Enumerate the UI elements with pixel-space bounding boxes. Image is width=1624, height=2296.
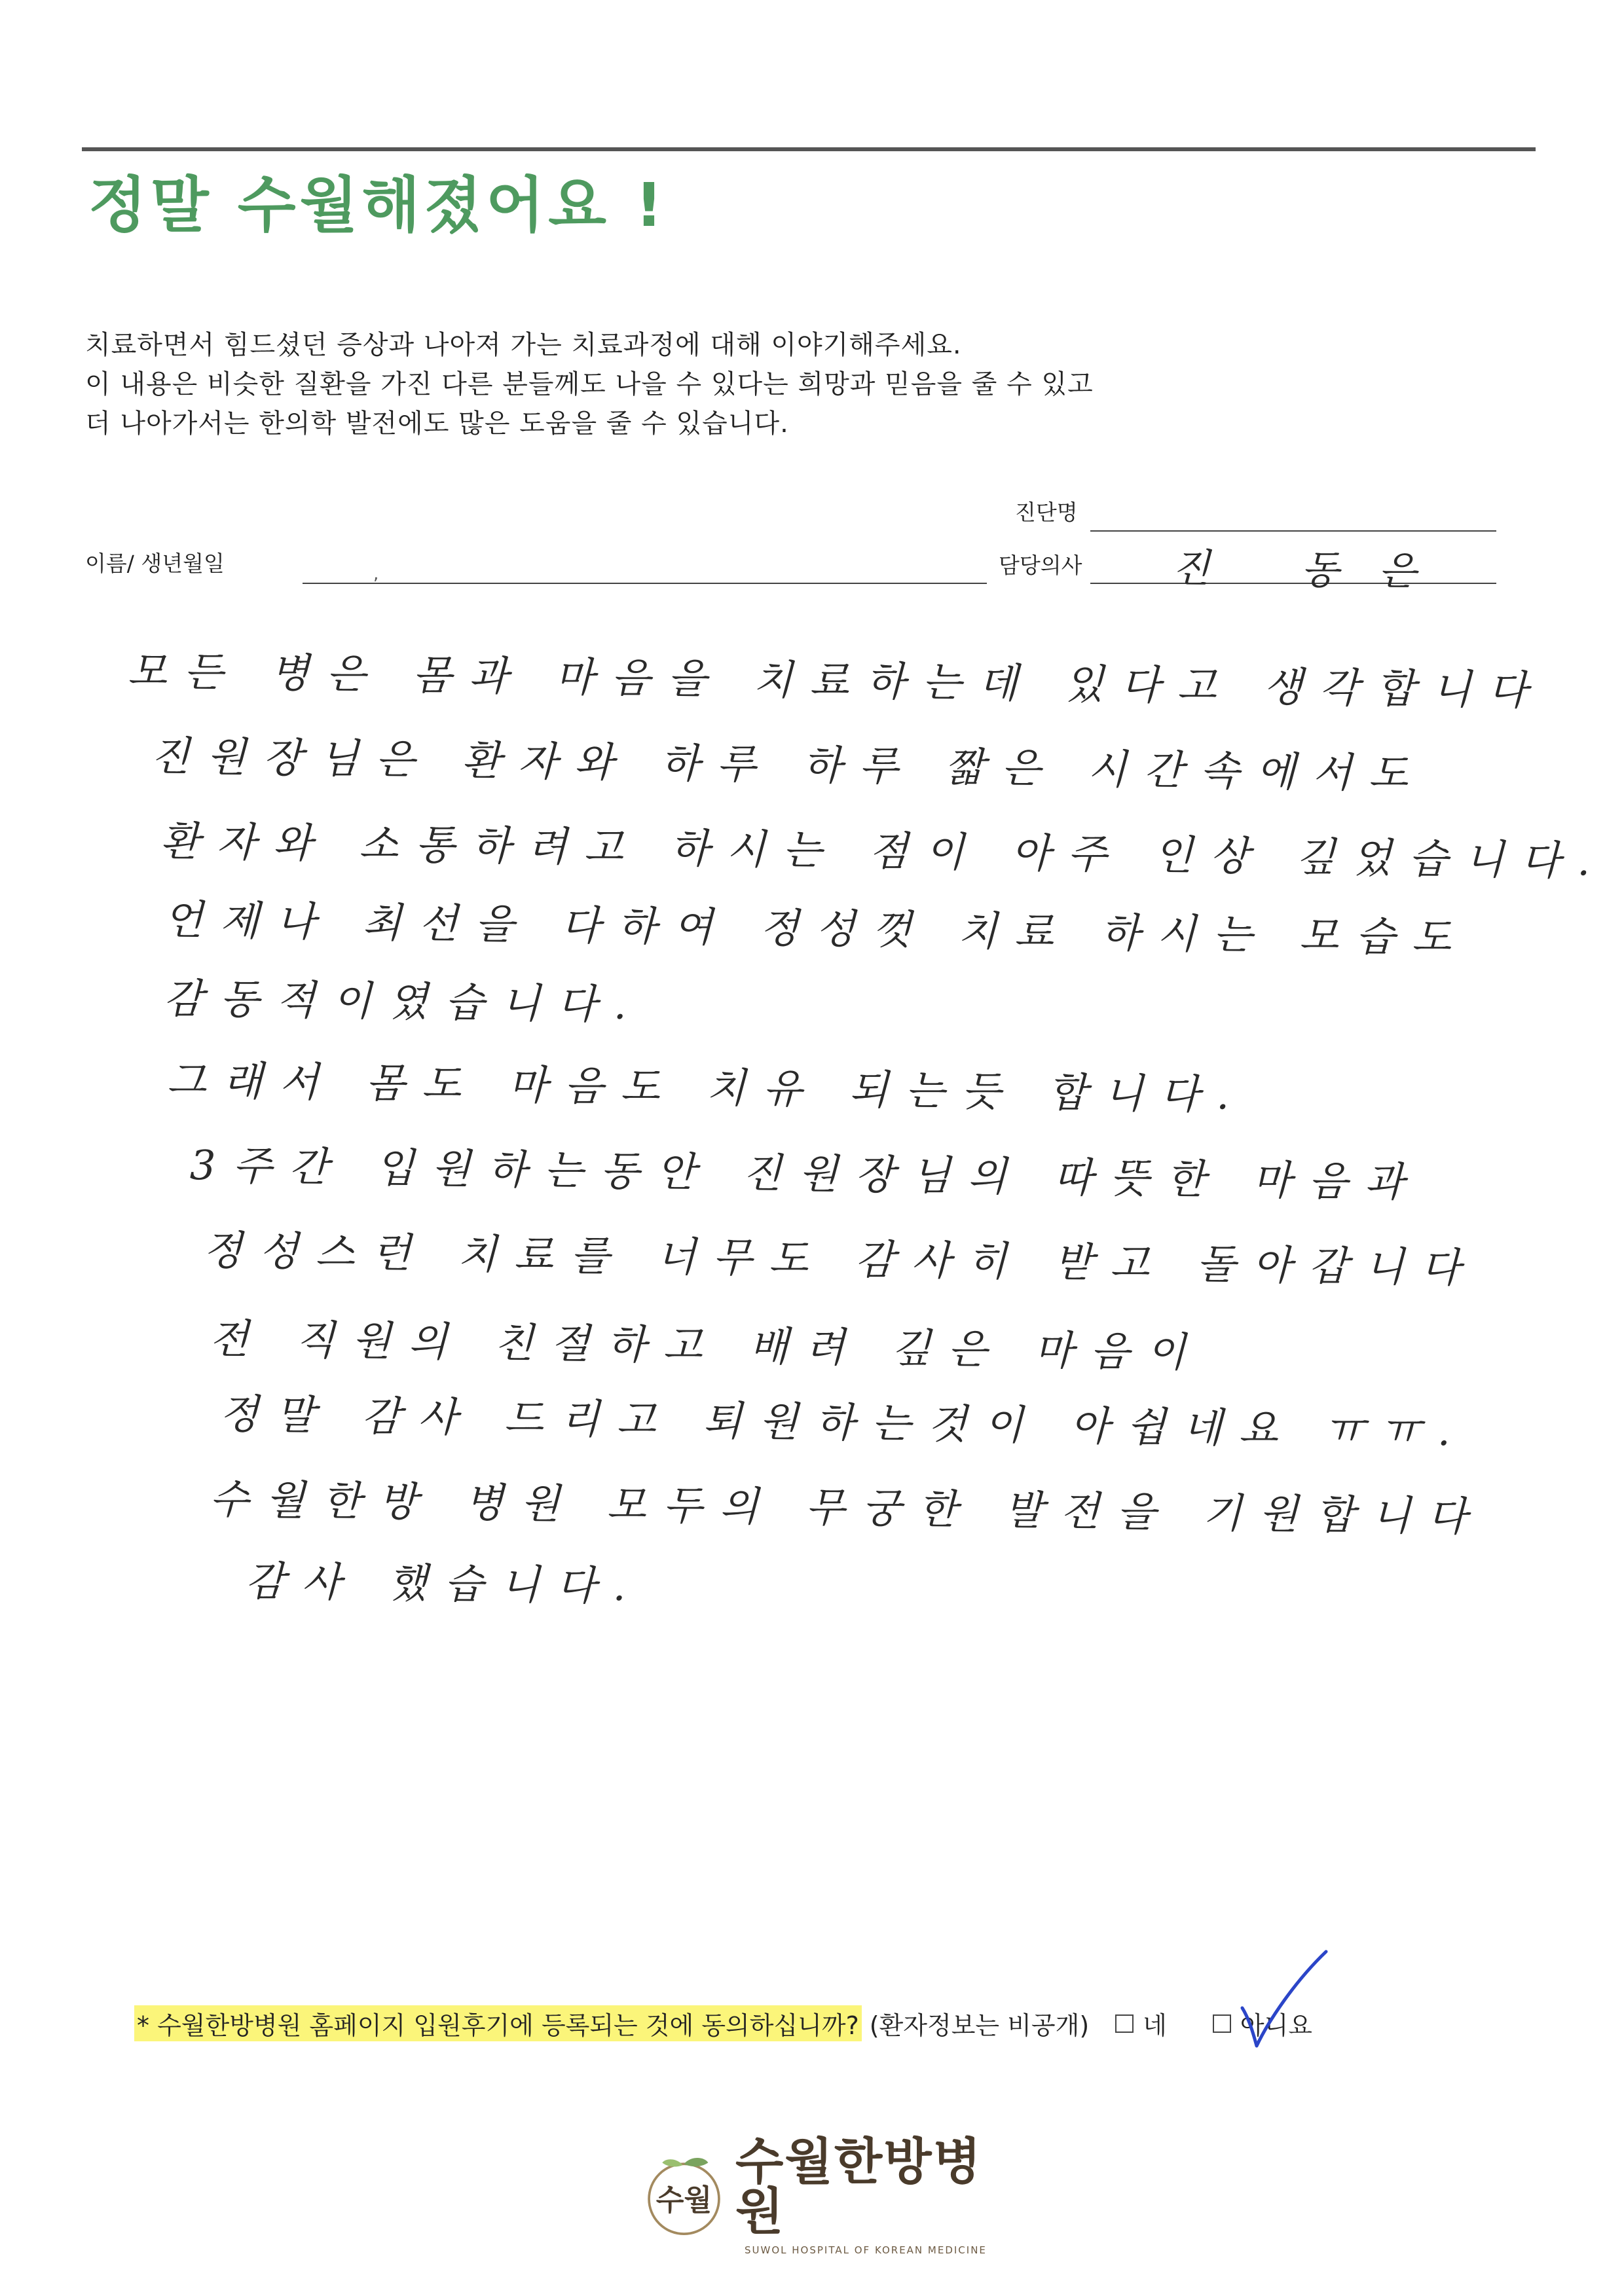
yes-checkbox[interactable] <box>1115 2014 1134 2033</box>
name-birthdate-field[interactable] <box>303 583 987 584</box>
intro-line-1: 치료하면서 힘드셨던 증상과 나아져 가는 치료과정에 대해 이야기해주세요. <box>85 330 962 360</box>
intro-line-2: 이 내용은 비슷한 질환을 가진 다른 분들께도 나을 수 있다는 희망과 믿음을 줄 수 있고 <box>85 369 1094 399</box>
logo-emblem-text: 수월 <box>655 2183 712 2217</box>
doctor-label: 담당의사 <box>999 553 1082 578</box>
logo-text <box>735 2132 1008 2256</box>
review-line: 진원장님은 환자와 하루 하루 짧은 시간속에서도 <box>150 732 1426 798</box>
handwritten-check-icon <box>1234 1948 1333 2052</box>
consent-row <box>134 2005 1312 2041</box>
no-label: 아니요 <box>1240 2011 1313 2040</box>
review-line: 3주간 입원하는동안 진원장님의 따뜻한 마음과 <box>189 1141 1422 1207</box>
top-divider <box>82 147 1536 151</box>
logo-name: 수월한방병원 <box>735 2132 983 2240</box>
name-birthdate-label: 이름/ 생년월일 <box>85 551 225 576</box>
yes-label: 네 <box>1143 2011 1167 2040</box>
review-line: 감동적이였습니다. <box>163 974 644 1029</box>
hospital-logo <box>642 2132 1008 2256</box>
review-line: 모든 병은 몸과 마음을 치료하는데 있다고 생각합니다 <box>127 647 1545 715</box>
consent-note: (환자정보는 비공개) <box>869 2011 1090 2040</box>
review-line: 언제나 최선을 다하여 정성껏 치료 하시는 모습도 <box>163 896 1469 962</box>
no-checkbox[interactable] <box>1213 2014 1231 2033</box>
review-line: 전 직원의 친절하고 배려 깊은 마음이 <box>209 1315 1204 1377</box>
diagnosis-field[interactable] <box>1090 530 1496 532</box>
diagnosis-label: 진단명 <box>1015 500 1078 525</box>
logo-emblem-icon <box>642 2151 726 2242</box>
intro-line-3: 더 나아가서는 한의학 발전에도 많은 도움을 줄 수 있습니다. <box>85 409 789 439</box>
doctor-handwritten-name: 진 동은 <box>1172 545 1456 596</box>
review-line: 감사 했습니다. <box>245 1557 644 1611</box>
review-line: 그래서 몸도 마음도 치유 되는듯 합니다. <box>166 1056 1247 1120</box>
page-title: 정말 수월해졌어요 ! <box>88 170 667 240</box>
review-line: 수월한방 병원 모두의 무궁한 발전을 기원합니다 <box>209 1475 1485 1541</box>
review-line: 환자와 소통하려고 하시는 점이 아주 인상 깊었습니다. <box>160 817 1608 885</box>
name-separator: , <box>373 564 379 584</box>
consent-yes-option[interactable] <box>1115 2005 1167 2041</box>
logo-subtitle: SUWOL HOSPITAL OF KOREAN MEDICINE <box>745 2244 987 2256</box>
review-line: 정성스런 치료를 너무도 감사히 받고 돌아갑니다 <box>202 1226 1478 1292</box>
consent-question: * 수월한방병원 홈페이지 입원후기에 등록되는 것에 동의하십니까? <box>134 2005 862 2041</box>
review-line: 정말 감사 드리고 퇴원하는것이 아쉽네요 ㅠㅠ. <box>219 1390 1468 1455</box>
